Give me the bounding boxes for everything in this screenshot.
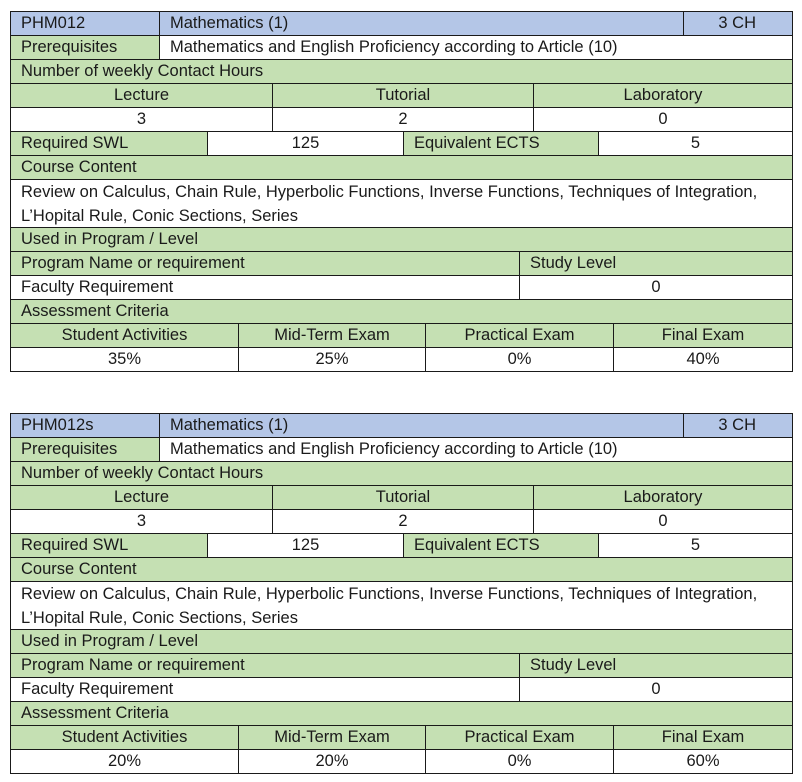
- contact-hours-label: Number of weekly Contact Hours: [11, 462, 792, 485]
- course-table-phm012s: [10, 413, 793, 774]
- ects-label: Equivalent ECTS: [403, 534, 598, 557]
- prerequisites-label: Prerequisites: [11, 438, 159, 461]
- tutorial-label: Tutorial: [272, 486, 533, 509]
- course-content-header-row: [11, 557, 792, 581]
- course-table-phm012: [10, 11, 793, 372]
- tutorial-value: 2: [272, 510, 533, 533]
- laboratory-label: Laboratory: [533, 486, 792, 509]
- laboratory-value: 0: [533, 108, 792, 131]
- used-in-program-label: Used in Program / Level: [11, 630, 792, 653]
- course-content-header-row: [11, 155, 792, 179]
- assessment-criteria-row: [11, 701, 792, 725]
- tutorial-label: Tutorial: [272, 84, 533, 107]
- course-content-label: Course Content: [11, 156, 792, 179]
- practical-exam-value: 0%: [425, 348, 613, 371]
- program-name-label: Program Name or requirement: [11, 654, 519, 677]
- contact-hours-row: [11, 461, 792, 485]
- program-name-label: Program Name or requirement: [11, 252, 519, 275]
- final-exam-value: 60%: [613, 750, 792, 773]
- course-title: Mathematics (1): [159, 12, 683, 35]
- credit-hours: 3 CH: [683, 12, 792, 35]
- student-activities-value: 35%: [11, 348, 238, 371]
- course-content-value: Review on Calculus, Chain Rule, Hyperbolic Functions, Inverse Functions, Techniques of Integration, L’Hopital Rule, Conic Sections, Series: [11, 582, 792, 629]
- student-activities-label: Student Activities: [11, 324, 238, 347]
- contact-hours-row: [11, 59, 792, 83]
- program-header-row: [11, 653, 792, 677]
- assessment-criteria-label: Assessment Criteria: [11, 300, 792, 323]
- contact-hours-header-row: [11, 83, 792, 107]
- midterm-exam-value: 25%: [238, 348, 425, 371]
- swl-value: 125: [207, 132, 403, 155]
- program-header-row: [11, 251, 792, 275]
- tutorial-value: 2: [272, 108, 533, 131]
- header-row: [11, 12, 792, 35]
- midterm-exam-label: Mid-Term Exam: [238, 726, 425, 749]
- course-code: PHM012s: [11, 414, 159, 437]
- study-level-value: 0: [519, 678, 792, 701]
- practical-exam-label: Practical Exam: [425, 324, 613, 347]
- practical-exam-value: 0%: [425, 750, 613, 773]
- program-values-row: [11, 677, 792, 701]
- practical-exam-label: Practical Exam: [425, 726, 613, 749]
- program-name-value: Faculty Requirement: [11, 276, 519, 299]
- prerequisites-value: Mathematics and English Proficiency according to Article (10): [159, 36, 792, 59]
- contact-hours-label: Number of weekly Contact Hours: [11, 60, 792, 83]
- student-activities-value: 20%: [11, 750, 238, 773]
- prerequisites-value: Mathematics and English Proficiency according to Article (10): [159, 438, 792, 461]
- midterm-exam-label: Mid-Term Exam: [238, 324, 425, 347]
- contact-hours-header-row: [11, 485, 792, 509]
- final-exam-value: 40%: [613, 348, 792, 371]
- lecture-label: Lecture: [11, 84, 272, 107]
- course-content-value: Review on Calculus, Chain Rule, Hyperbolic Functions, Inverse Functions, Techniques of Integration, L’Hopital Rule, Conic Sections, Series: [11, 180, 792, 227]
- prerequisites-label: Prerequisites: [11, 36, 159, 59]
- course-title: Mathematics (1): [159, 414, 683, 437]
- assessment-criteria-label: Assessment Criteria: [11, 702, 792, 725]
- laboratory-label: Laboratory: [533, 84, 792, 107]
- used-in-program-row: [11, 629, 792, 653]
- contact-hours-values-row: [11, 509, 792, 533]
- swl-label: Required SWL: [11, 132, 207, 155]
- assessment-header-row: [11, 725, 792, 749]
- ects-label: Equivalent ECTS: [403, 132, 598, 155]
- ects-value: 5: [598, 534, 792, 557]
- course-content-row: [11, 179, 792, 227]
- lecture-value: 3: [11, 108, 272, 131]
- ects-value: 5: [598, 132, 792, 155]
- swl-label: Required SWL: [11, 534, 207, 557]
- course-code: PHM012: [11, 12, 159, 35]
- used-in-program-row: [11, 227, 792, 251]
- program-values-row: [11, 275, 792, 299]
- header-row: [11, 414, 792, 437]
- student-activities-label: Student Activities: [11, 726, 238, 749]
- final-exam-label: Final Exam: [613, 324, 792, 347]
- contact-hours-values-row: [11, 107, 792, 131]
- laboratory-value: 0: [533, 510, 792, 533]
- assessment-values-row: [11, 749, 792, 773]
- assessment-values-row: [11, 347, 792, 371]
- lecture-value: 3: [11, 510, 272, 533]
- course-content-row: [11, 581, 792, 629]
- swl-value: 125: [207, 534, 403, 557]
- credit-hours: 3 CH: [683, 414, 792, 437]
- assessment-criteria-row: [11, 299, 792, 323]
- used-in-program-label: Used in Program / Level: [11, 228, 792, 251]
- final-exam-label: Final Exam: [613, 726, 792, 749]
- course-content-label: Course Content: [11, 558, 792, 581]
- prerequisites-row: [11, 437, 792, 461]
- study-level-label: Study Level: [519, 654, 792, 677]
- study-level-value: 0: [519, 276, 792, 299]
- midterm-exam-value: 20%: [238, 750, 425, 773]
- swl-row: [11, 533, 792, 557]
- lecture-label: Lecture: [11, 486, 272, 509]
- prerequisites-row: [11, 35, 792, 59]
- assessment-header-row: [11, 323, 792, 347]
- program-name-value: Faculty Requirement: [11, 678, 519, 701]
- swl-row: [11, 131, 792, 155]
- study-level-label: Study Level: [519, 252, 792, 275]
